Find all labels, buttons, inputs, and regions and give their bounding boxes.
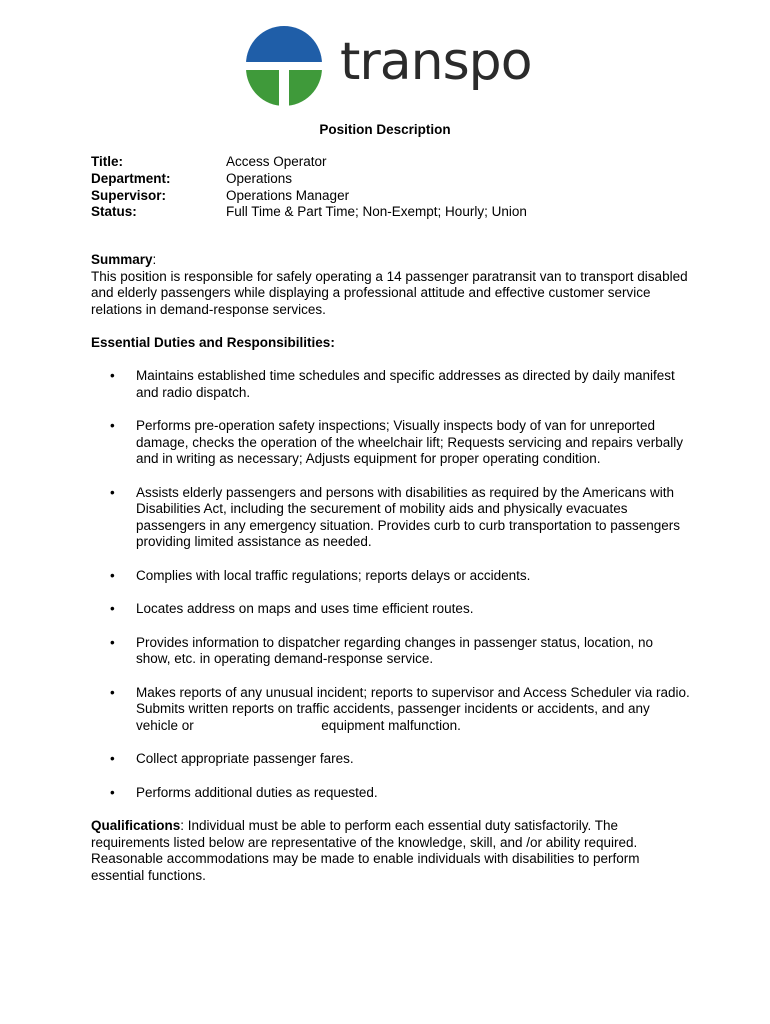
summary-text: This position is responsible for safely operating a 14 passenger paratransit van to transport disabled and elderly passengers while displaying a professional attitude and effective customer service relations in demand-response services. xyxy=(91,268,688,317)
list-item xyxy=(91,684,694,735)
duty-text: Assists elderly passengers and persons with disabilities as required by the Americans with Disabilities Act, including the securement of mobility aids and physically evacuates passengers in any emergency situation. Provides curb to curb transportation to passengers providing limited assistance as needed. xyxy=(136,484,681,549)
list-item xyxy=(91,635,691,668)
duty-text: Maintains established time schedules and specific addresses as directed by daily manifest and radio dispatch. xyxy=(136,368,675,400)
meta-label: Department: xyxy=(91,170,171,186)
qualifications-section xyxy=(91,818,691,884)
list-item xyxy=(91,418,691,468)
summary-colon: : xyxy=(152,252,157,267)
transpo-logo-mark-icon xyxy=(244,26,324,106)
meta-label: Status: xyxy=(91,204,137,220)
duty-text: Complies with local traffic regulations; reports delays or accidents. xyxy=(136,567,531,583)
meta-row-title xyxy=(91,154,527,171)
list-item xyxy=(91,568,691,585)
meta-row-department xyxy=(91,171,527,188)
logo-wordmark: transpo xyxy=(340,32,532,92)
meta-value: Full Time & Part Time; Non-Exempt; Hourly; Union xyxy=(226,204,527,220)
qualifications-label: Qualifications xyxy=(91,818,181,833)
duties-list xyxy=(91,368,694,818)
meta-row-supervisor xyxy=(91,188,527,205)
duty-text: Provides information to dispatcher regarding changes in passenger status, location, no show, etc. in operating demand-response service. xyxy=(136,634,654,666)
meta-row-status xyxy=(91,204,527,221)
qualifications-text: : Individual must be able to perform each essential duty satisfactorily. The requirements listed below are representative of the knowledge, skill, and /or ability required. Reasonable accommodations may be made to enable individuals with disabilities to perform essential functions. xyxy=(91,818,640,883)
position-meta xyxy=(91,154,527,221)
meta-label: Title: xyxy=(91,154,124,169)
meta-value: Access Operator xyxy=(226,154,327,169)
list-item xyxy=(91,601,691,618)
list-item xyxy=(91,751,691,768)
duty-text: Makes reports of any unusual incident; reports to supervisor and Access Scheduler via radio. Submits written reports on traffic accidents, passenger incidents or accidents, and any vehicle or equipment malfunction. xyxy=(136,684,694,733)
duty-text: Performs pre-operation safety inspections; Visually inspects body of van for unreported damage, checks the operation of the wheelchair lift; Requests servicing and repairs verbally and in writing as necessary; Adjusts equipment for proper operating condition. xyxy=(136,418,684,466)
summary-label: Summary xyxy=(91,252,153,267)
summary-section xyxy=(91,252,691,318)
transpo-logo xyxy=(244,26,534,108)
list-item xyxy=(91,368,691,401)
duty-text: Performs additional duties as requested. xyxy=(136,784,378,800)
meta-value: Operations Manager xyxy=(226,187,350,203)
meta-label: Supervisor: xyxy=(91,187,167,203)
page-title: Position Description xyxy=(319,122,451,137)
duties-heading: Essential Duties and Responsibilities: xyxy=(91,335,335,350)
list-item xyxy=(91,485,691,551)
meta-value: Operations xyxy=(226,170,293,186)
list-item xyxy=(91,785,691,802)
duty-text: Locates address on maps and uses time efficient routes. xyxy=(136,601,474,616)
duty-text: Collect appropriate passenger fares. xyxy=(136,751,354,766)
